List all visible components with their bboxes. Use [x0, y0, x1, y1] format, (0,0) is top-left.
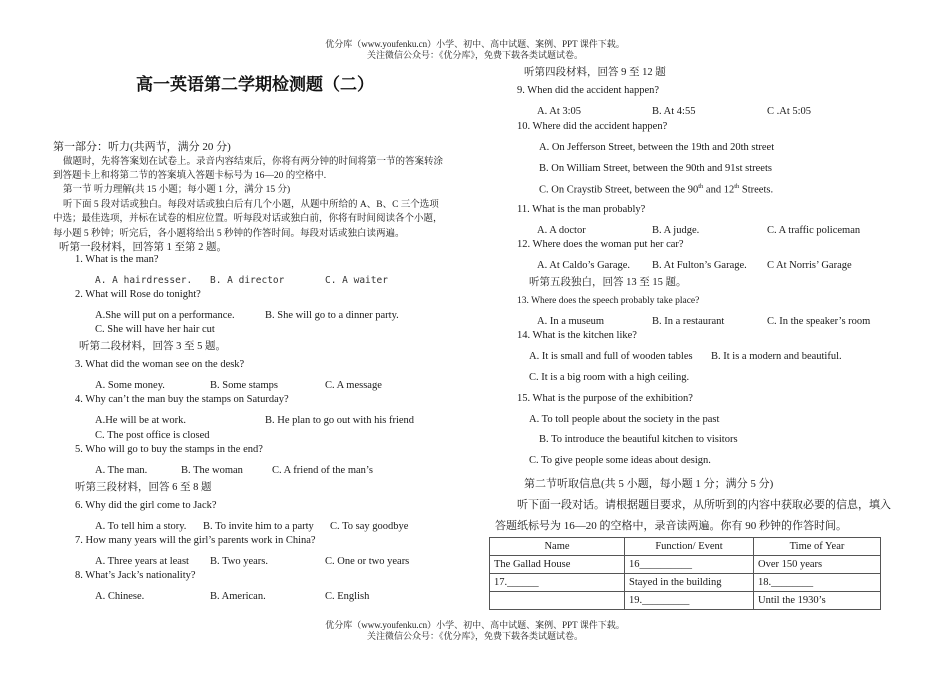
q14-stem: 14. What is the kitchen like? — [517, 330, 637, 341]
q8-option-b: B. American. — [210, 591, 266, 602]
q13-stem: 13. Where does the speech probably take place? — [517, 296, 700, 306]
table-cell: 16__________ — [625, 556, 754, 574]
q3-stem: 3. What did the woman see on the desk? — [75, 359, 245, 370]
q10-option-c — [539, 183, 773, 196]
q14-option-a: A. It is small and full of wooden tables — [529, 351, 693, 362]
table-header-cell: Name — [490, 538, 625, 556]
q10-option-c-part-2: and 12 — [703, 184, 735, 196]
table-cell — [490, 592, 625, 610]
footer-line-2: 关注微信公众号：《优分库》，免费下载各类试题试卷。 — [366, 631, 583, 641]
table-row — [490, 556, 881, 574]
table-cell: Stayed in the building — [625, 574, 754, 592]
q5-option-b: B. The woman — [181, 465, 243, 476]
section1-heading: 第一节 听力理解(共 15 小题；每小题 1 分，满分 15 分) — [63, 185, 291, 195]
table-cell: Over 150 years — [754, 556, 881, 574]
q7-option-a: A. Three years at least — [95, 556, 189, 567]
table-cell: 19._________ — [625, 592, 754, 610]
q1-option-c: C. A waiter — [325, 275, 388, 286]
table-cell: The Gallad House — [490, 556, 625, 574]
q13-option-c: C. In the speaker’s room — [767, 316, 871, 327]
q10-option-c-part-3: Streets. — [739, 184, 774, 196]
header-line-2: 关注微信公众号：《优分库》，免费下载各类试题试卷。 — [366, 50, 583, 60]
q5-option-c: C. A friend of the man’s — [272, 465, 373, 476]
table-row — [490, 592, 881, 610]
q4-option-b: B. He plan to go out with his friend — [265, 415, 415, 426]
table-cell: 18.________ — [754, 574, 881, 592]
q10-option-a: A. On Jefferson Street, between the 19th and 20th street — [539, 142, 775, 153]
q12-option-c: C At Norris’ Garage — [767, 260, 852, 271]
q6-option-b: B. To invite him to a party — [203, 521, 314, 532]
segment-4-label: 听第四段材料，回答 9 至 12 题 — [524, 67, 666, 78]
q6-option-c: C. To say goodbye — [330, 521, 409, 532]
q1-option-b: B. A director — [210, 275, 285, 286]
q14-option-b: B. It is a modern and beautiful. — [711, 351, 842, 362]
section2-dir-2: 答题纸标号为 16—20 的空格中，录音读两遍。你有 90 秒钟的作答时间。 — [495, 520, 847, 532]
q10-option-c-sup-1: th — [698, 183, 704, 190]
q10-option-c-sup-2: th — [734, 183, 740, 190]
page-title: 高一英语第二学期检测题（二） — [136, 75, 374, 95]
header-line-1: 优分库（www.youfenku.cn）小学、初中、高中试题、案例、PPT 课件下载。 — [325, 39, 625, 49]
q12-option-b: B. At Fulton’s Garage. — [652, 260, 747, 271]
q7-option-c: C. One or two years — [325, 556, 410, 567]
q6-stem: 6. Why did the girl come to Jack? — [75, 500, 217, 511]
section1-dir-2: 中选；最佳选项，并标在试卷的相应位置。听每段对话或独白前，你将有时间阅读各个小题， — [53, 214, 443, 224]
q7-stem: 7. How many years will the girl’s parents work in China? — [75, 535, 316, 546]
q1-stem: 1. What is the man? — [75, 254, 159, 265]
q12-stem: 12. Where does the woman put her car? — [517, 239, 684, 250]
q15-option-c: C. To give people some ideas about design. — [529, 455, 711, 466]
q13-option-a: A. In a museum — [537, 316, 605, 327]
q11-stem: 11. What is the man probably? — [517, 204, 646, 215]
q8-option-c: C. English — [325, 591, 370, 602]
table-header-cell: Time of Year — [754, 538, 881, 556]
part1-intro-1: 做题时，先将答案划在试卷上。录音内容结束后，你将有两分钟的时间将第一节的答案转涂 — [63, 157, 444, 167]
table-cell: Until the 1930’s — [754, 592, 881, 610]
section2-heading: 第二节听取信息(共 5 小题，每小题 1 分；满分 5 分) — [524, 478, 774, 490]
q11-option-a: A. A doctor — [537, 225, 586, 236]
q3-option-c: C. A message — [325, 380, 382, 391]
q15-option-b: B. To introduce the beautiful kitchen to visitors — [539, 434, 738, 445]
footer-line-1: 优分库（www.youfenku.cn）小学、初中、高中试题、案例、PPT 课件下载。 — [325, 620, 625, 630]
q11-option-b: B. A judge. — [652, 225, 700, 236]
q12-option-a: A. At Caldo’s Garage. — [537, 260, 631, 271]
q4-stem: 4. Why can’t the man buy the stamps on Saturday? — [75, 394, 289, 405]
q5-stem: 5. Who will go to buy the stamps in the end? — [75, 444, 263, 455]
q2-option-b: B. She will go to a dinner party. — [265, 310, 399, 321]
q2-option-a: A.She will put on a performance. — [95, 310, 235, 321]
info-table — [489, 537, 881, 610]
q10-stem: 10. Where did the accident happen? — [517, 121, 668, 132]
q5-option-a: A. The man. — [95, 465, 148, 476]
q6-option-a: A. To tell him a story. — [95, 521, 187, 532]
q9-option-c: C .At 5:05 — [767, 106, 812, 117]
q14-option-c: C. It is a big room with a high ceiling. — [529, 372, 690, 383]
q15-stem: 15. What is the purpose of the exhibition? — [517, 393, 693, 404]
table-cell: 17.______ — [490, 574, 625, 592]
q3-option-b: B. Some stamps — [210, 380, 278, 391]
table-header-row — [490, 538, 881, 556]
table-row — [490, 574, 881, 592]
q8-stem: 8. What’s Jack’s nationality? — [75, 570, 196, 581]
table-header-cell: Function/ Event — [625, 538, 754, 556]
q1-option-a: A. A hairdresser. — [95, 275, 193, 286]
q9-stem: 9. When did the accident happen? — [517, 85, 660, 96]
q11-option-c: C. A traffic policeman — [767, 225, 861, 236]
q7-option-b: B. Two years. — [210, 556, 268, 567]
q3-option-a: A. Some money. — [95, 380, 165, 391]
section1-dir-3: 每小题 5 秒钟；听完后，各小题将给出 5 秒钟的作答时间。每段对话或独白读两遍。 — [53, 229, 405, 239]
q9-option-b: B. At 4:55 — [652, 106, 696, 117]
part1-intro-2: 到答题卡上和将第二节的答案填入答题卡标号为 16—20 的空格中. — [53, 171, 327, 181]
q10-option-b: B. On William Street, between the 90th and 91st streets — [539, 163, 772, 174]
q15-option-a: A. To toll people about the society in the past — [529, 414, 720, 425]
q4-option-c: C. The post office is closed — [95, 430, 210, 441]
q10-option-c-part-1: C. On Craystib Street, between the 90 — [539, 184, 699, 196]
q8-option-a: A. Chinese. — [95, 591, 145, 602]
q2-option-c: C. She will have her hair cut — [95, 324, 215, 335]
q2-stem: 2. What will Rose do tonight? — [75, 289, 201, 300]
q9-option-a: A. At 3:05 — [537, 106, 582, 117]
segment-3-label: 听第三段材料，回答 6 至 8 题 — [75, 482, 212, 493]
segment-5-label: 听第五段独白，回答 13 至 15 题。 — [529, 277, 687, 288]
q13-option-b: B. In a restaurant — [652, 316, 725, 327]
section2-dir-1: 听下面一段对话。请根据题目要求，从所听到的内容中获取必要的信息，填入 — [517, 499, 891, 511]
part1-heading: 第一部分：听力(共两节，满分 20 分) — [53, 141, 231, 153]
segment-1-label: 听第一段材料，回答第 1 至第 2 题。 — [59, 242, 227, 253]
section1-dir-1: 听下面 5 段对话或独白。每段对话或独白后有几个小题，从题中所给的 A、B、C 三个选项 — [63, 200, 439, 210]
segment-2-label: 听第二段材料，回答 3 至 5 题。 — [79, 341, 226, 352]
q4-option-a: A.He will be at work. — [95, 415, 186, 426]
